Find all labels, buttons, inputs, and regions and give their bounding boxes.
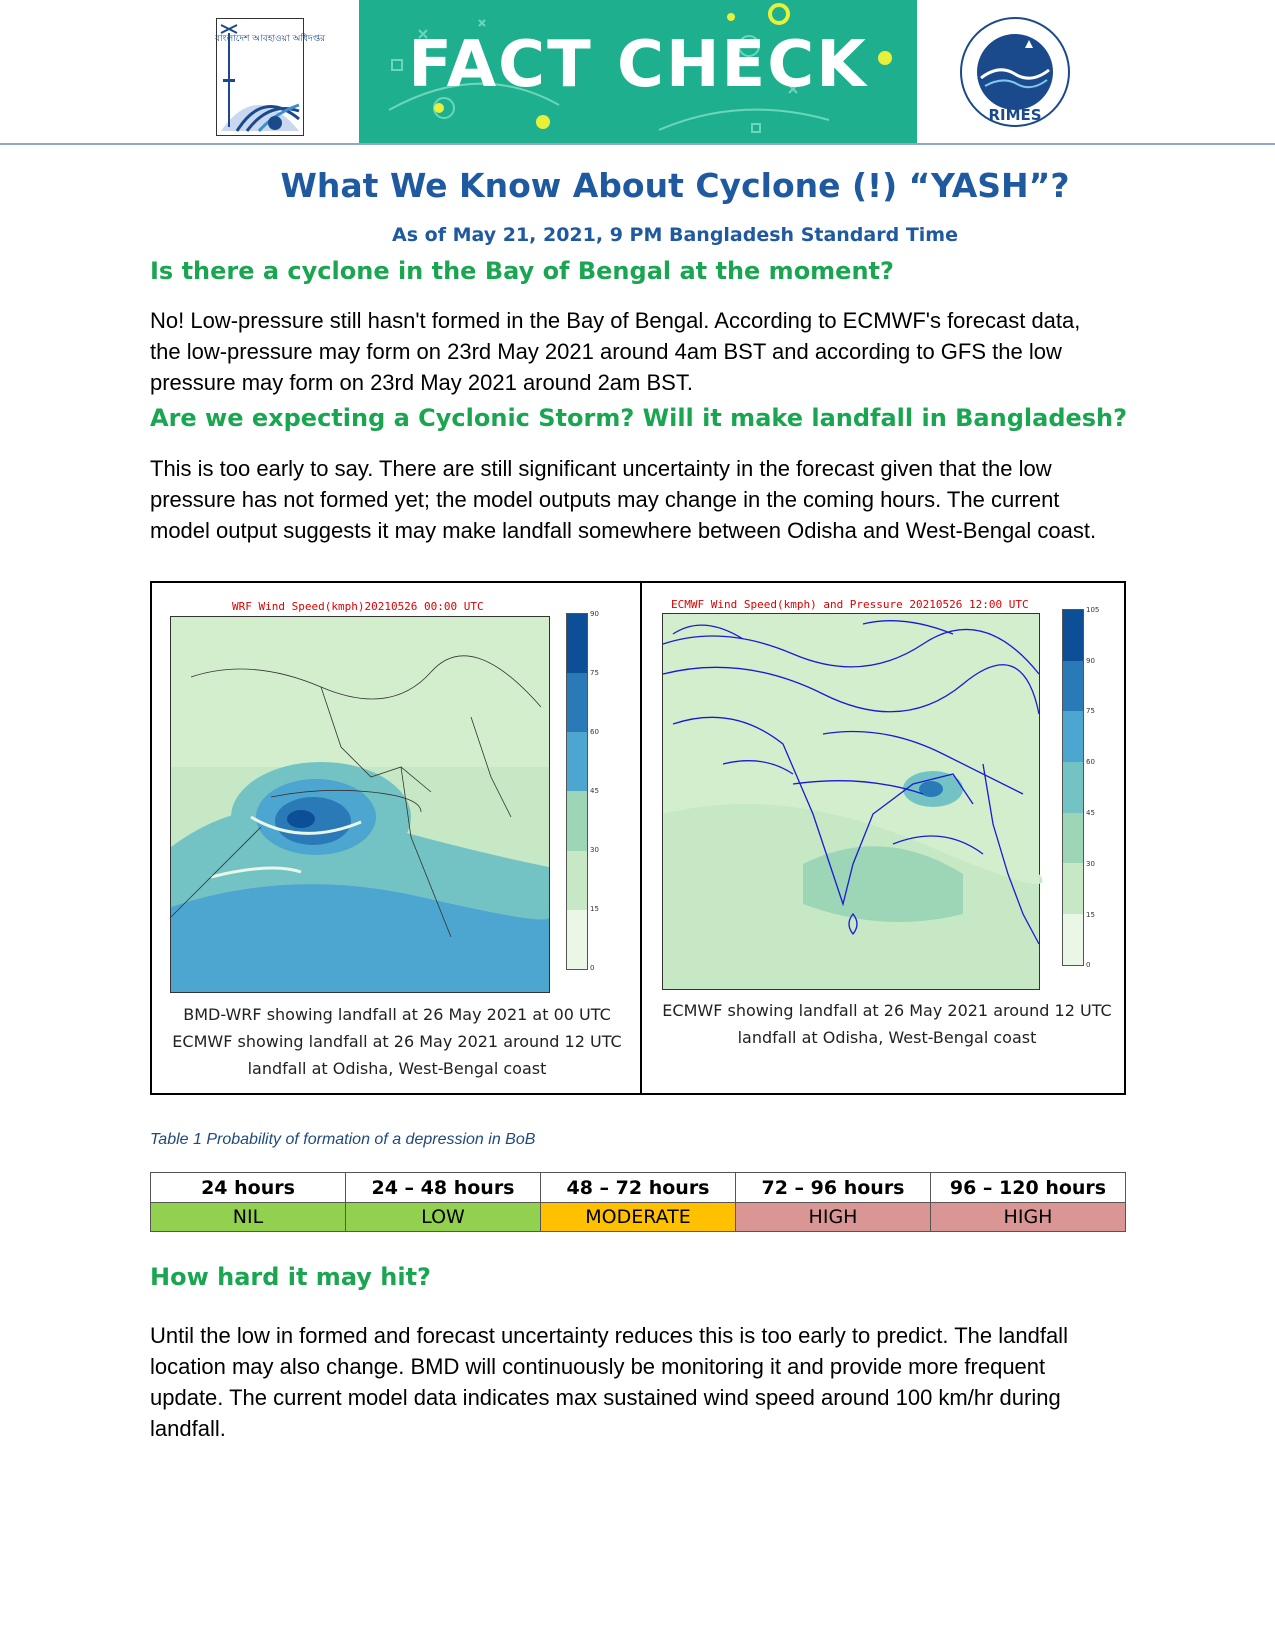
probability-cell: HIGH — [736, 1203, 931, 1232]
page-header — [0, 0, 1275, 145]
colorbar-tick: 90 — [590, 610, 599, 618]
forecast-figures — [150, 581, 1126, 1095]
probability-cell: HIGH — [931, 1203, 1126, 1232]
table-header-cell: 24 hours — [151, 1173, 346, 1203]
colorbar-tick: 60 — [1086, 758, 1095, 766]
paragraph-line: Until the low in formed and forecast uncertainty reduces this is too early to predict. The landfall — [150, 1323, 1068, 1348]
colorbar-tick: 75 — [590, 669, 599, 677]
table-header-row — [151, 1173, 1126, 1203]
paragraph-line: pressure may form on 23rd May 2021 around 2am BST. — [150, 370, 693, 395]
wrf-figure-caption — [162, 1001, 632, 1082]
caption-line: BMD-WRF showing landfall at 26 May 2021 at 00 UTC — [183, 1005, 611, 1024]
figure-divider — [640, 583, 642, 1093]
wrf-wind-map — [170, 616, 550, 993]
colorbar-tick: 15 — [1086, 911, 1095, 919]
section-paragraph-cyclone-now — [150, 305, 1125, 398]
section-heading-intensity: How hard it may hit? — [150, 1263, 431, 1291]
section-paragraph-landfall — [150, 453, 1125, 546]
table-header-cell: 24 – 48 hours — [346, 1173, 541, 1203]
colorbar-tick: 30 — [1086, 860, 1095, 868]
rimes-logo — [955, 14, 1075, 134]
ecmwf-map-title: ECMWF Wind Speed(kmph) and Pressure 20210526 12:00 UTC — [671, 598, 1029, 611]
colorbar-tick: 105 — [1086, 606, 1100, 614]
probability-cell: NIL — [151, 1203, 346, 1232]
banner-title: FACT CHECK — [408, 28, 868, 102]
paragraph-line: location may also change. BMD will continuously be monitoring it and provide more frequent — [150, 1354, 1046, 1379]
bmd-logo-text: বাংলাদেশ আবহাওয়া অধিদপ্তর — [214, 34, 326, 44]
colorbar-tick: 60 — [590, 728, 599, 736]
colorbar-tick: 75 — [1086, 707, 1095, 715]
caption-line: landfall at Odisha, West-Bengal coast — [247, 1059, 547, 1078]
colorbar-tick: 15 — [590, 905, 599, 913]
colorbar-tick: 45 — [1086, 809, 1095, 817]
section-heading-landfall: Are we expecting a Cyclonic Storm? Will it make landfall in Bangladesh? — [150, 404, 1128, 432]
page-title: What We Know About Cyclone (!) “YASH”? — [280, 166, 1070, 205]
paragraph-line: pressure has not formed yet; the model outputs may change in the coming hours. The current — [150, 487, 1060, 512]
wrf-map-title: WRF Wind Speed(kmph)20210526 00:00 UTC — [232, 600, 484, 613]
rimes-label: RIMES — [988, 106, 1042, 124]
depression-probability-table — [150, 1172, 1126, 1232]
colorbar-tick: 0 — [590, 964, 595, 972]
paragraph-line: This is too early to say. There are still significant uncertainty in the forecast given that the low — [150, 456, 1052, 481]
fact-check-banner — [359, 0, 917, 145]
probability-cell: LOW — [346, 1203, 541, 1232]
caption-line: ECMWF showing landfall at 26 May 2021 around 12 UTC — [662, 1001, 1112, 1020]
colorbar-tick: 90 — [1086, 657, 1095, 665]
page-subtitle: As of May 21, 2021, 9 PM Bangladesh Standard Time — [392, 224, 958, 246]
caption-line: landfall at Odisha, West-Bengal coast — [737, 1028, 1037, 1047]
table-caption: Table 1 Probability of formation of a depression in BoB — [150, 1131, 536, 1148]
ecmwf-colorbar — [1062, 609, 1084, 966]
ecmwf-wind-pressure-map — [662, 613, 1040, 990]
paragraph-line: landfall. — [150, 1416, 226, 1441]
bmd-logo — [214, 18, 326, 136]
wrf-colorbar — [566, 613, 588, 970]
header-divider — [0, 143, 1275, 145]
table-row — [151, 1203, 1126, 1232]
paragraph-line: model output suggests it may make landfall somewhere between Odisha and West-Bengal coast. — [150, 518, 1097, 543]
table-header-cell: 48 – 72 hours — [541, 1173, 736, 1203]
table-header-cell: 72 – 96 hours — [736, 1173, 931, 1203]
section-paragraph-intensity — [150, 1320, 1125, 1444]
section-heading-cyclone-now: Is there a cyclone in the Bay of Bengal at the moment? — [150, 257, 894, 285]
caption-line: ECMWF showing landfall at 26 May 2021 around 12 UTC — [172, 1032, 622, 1051]
paragraph-line: the low-pressure may form on 23rd May 2021 around 4am BST and according to GFS the low — [150, 339, 1062, 364]
colorbar-tick: 0 — [1086, 961, 1091, 969]
table-header-cell: 96 – 120 hours — [931, 1173, 1126, 1203]
probability-cell: MODERATE — [541, 1203, 736, 1232]
paragraph-line: update. The current model data indicates max sustained wind speed around 100 km/hr during — [150, 1385, 1061, 1410]
ecmwf-figure-caption — [647, 997, 1127, 1051]
colorbar-tick: 30 — [590, 846, 599, 854]
colorbar-tick: 45 — [590, 787, 599, 795]
paragraph-line: No! Low-pressure still hasn't formed in the Bay of Bengal. According to ECMWF's forecast data, — [150, 308, 1081, 333]
